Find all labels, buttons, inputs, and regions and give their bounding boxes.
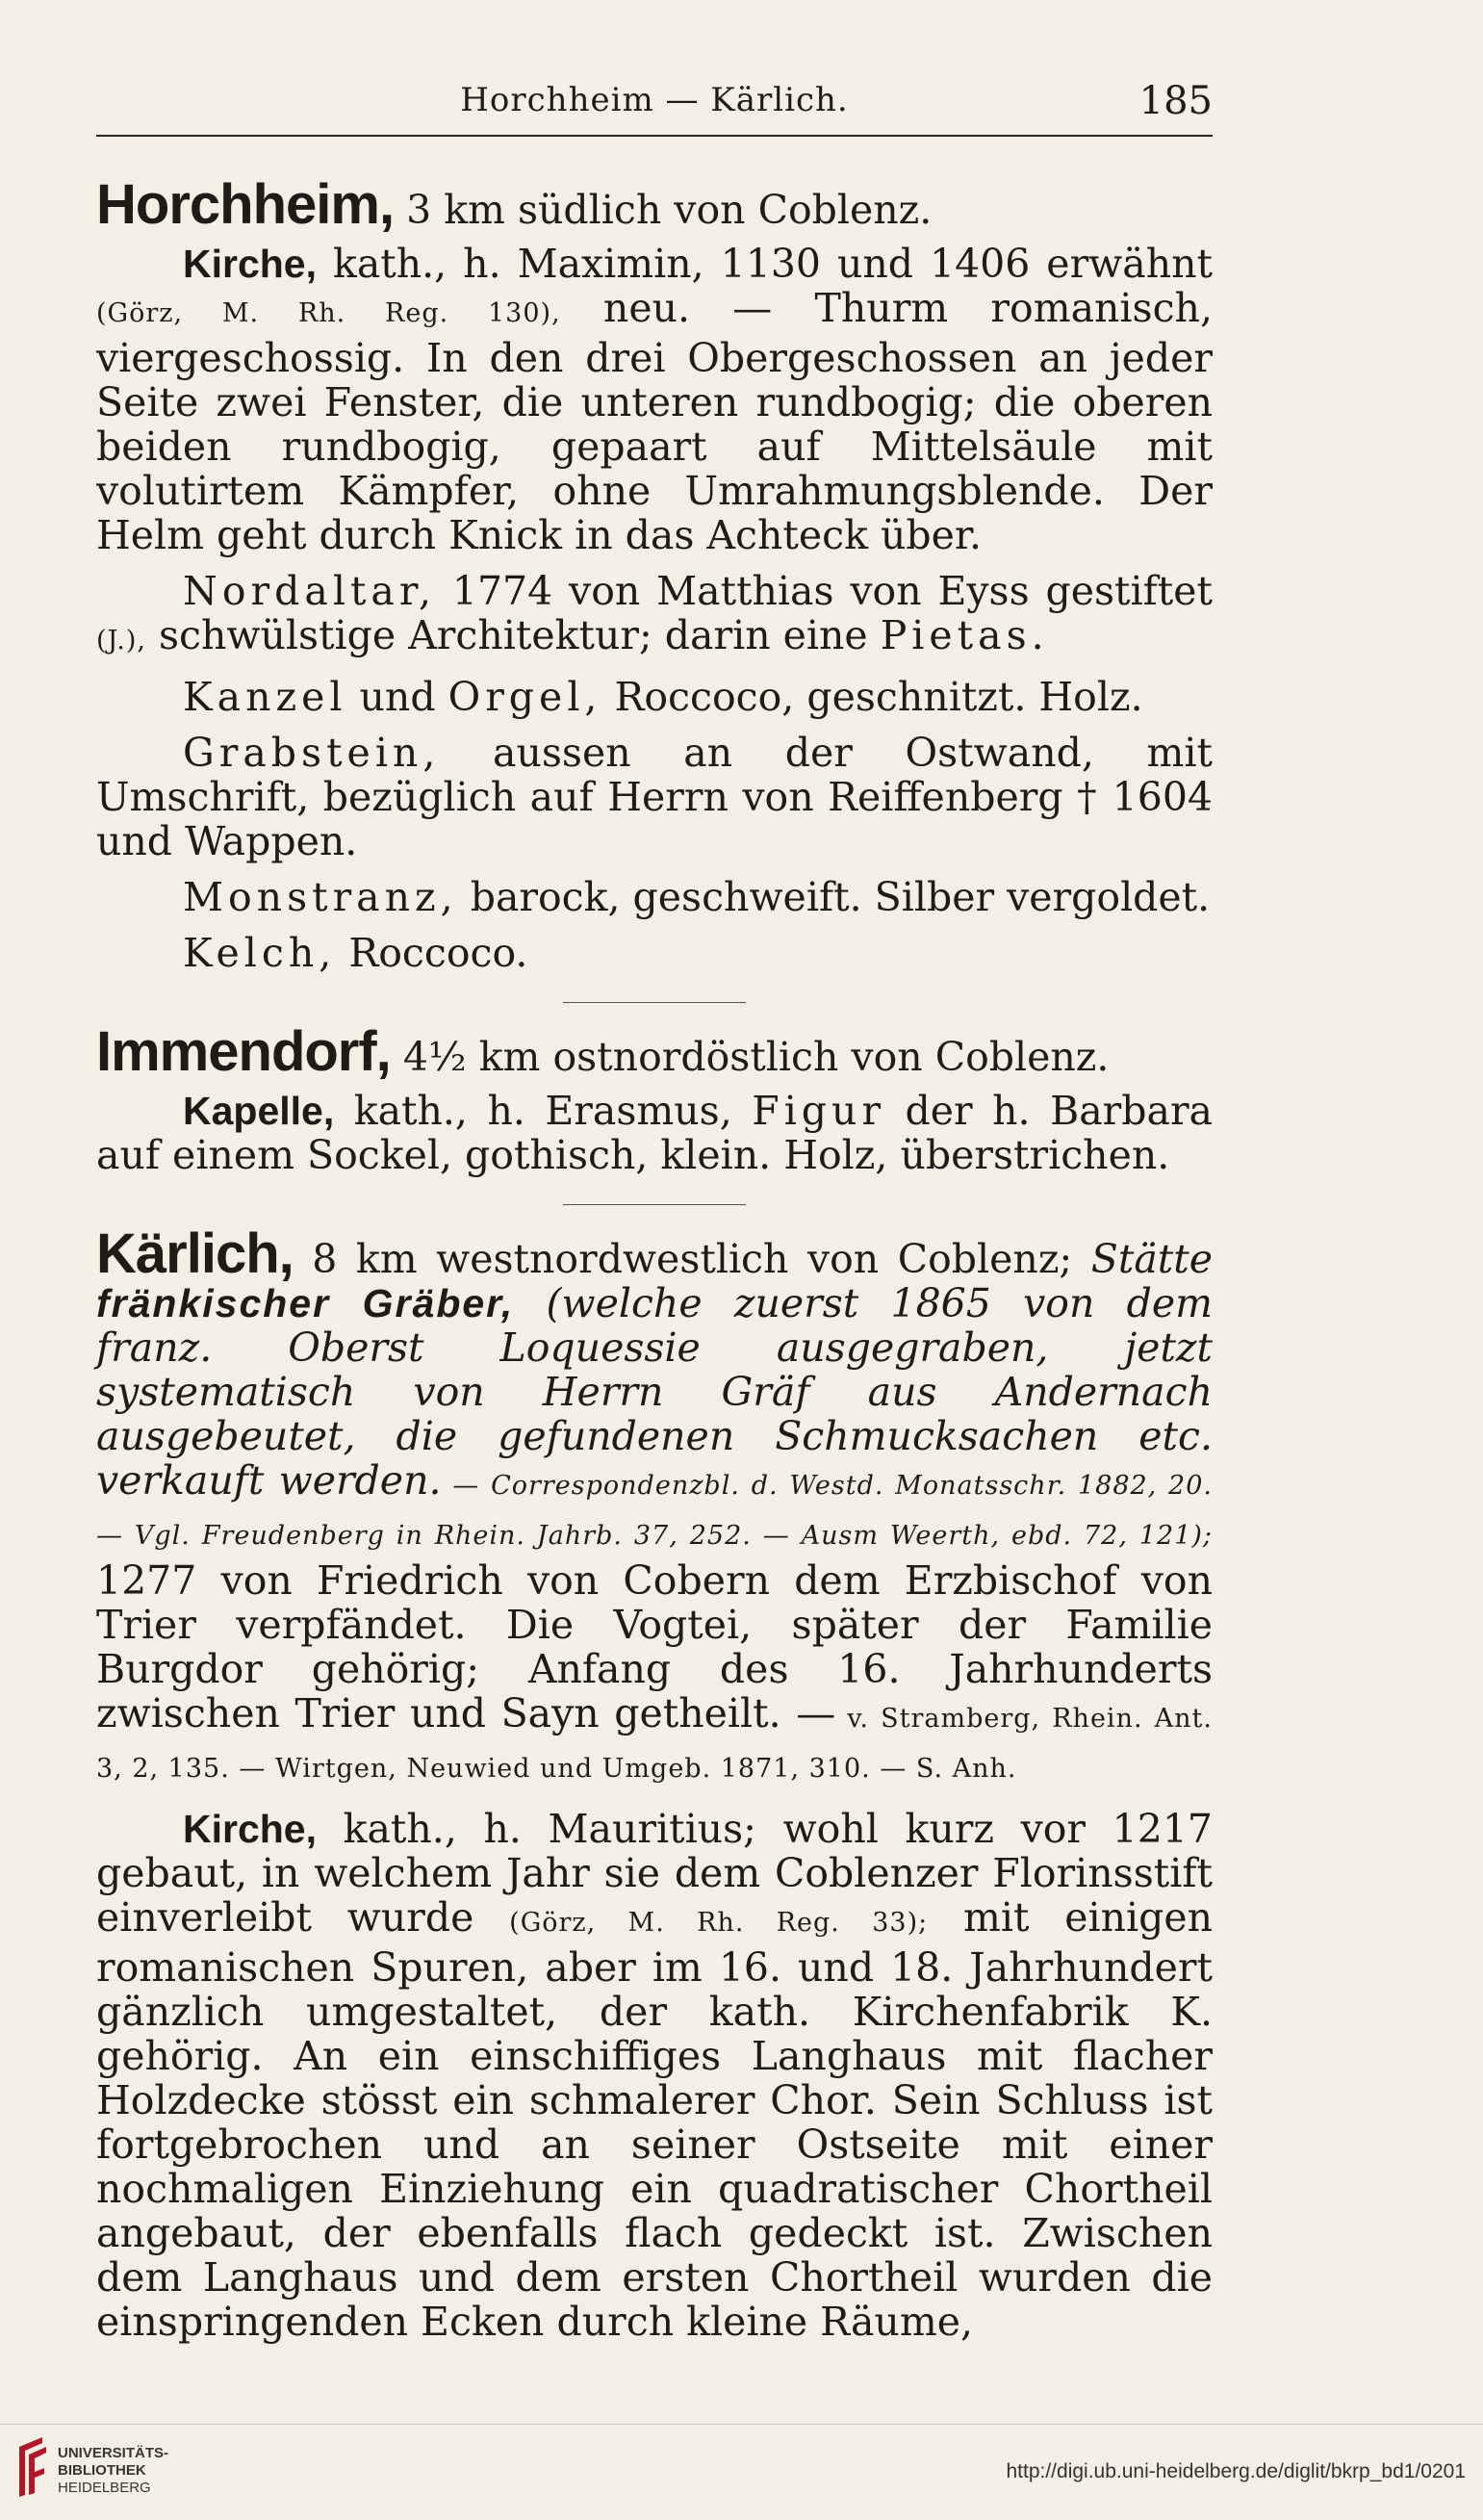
text-run: neu. — Thurm romanisch, viergeschossig. In den drei Obergeschossen an jeder Seite zwei Fenster, die unteren rundbogig; die oberen beiden rundbogig, gepaart auf Mittelsäule mit volutirtem Kämpfer, ohne Umrahmungsblende. Der Helm geht durch Knick in das Achteck über.: [96, 285, 1213, 558]
text-run: 1774 von Matthias von Eyss gestiftet: [436, 568, 1213, 614]
reference: (Görz, M. Rh. Reg. 130),: [96, 298, 561, 328]
entry-immendorf: [96, 1020, 1213, 1178]
source-url-link[interactable]: http://digi.ub.uni-heidelberg.de/diglit/bkrp_bd1/0201: [1006, 2460, 1466, 2482]
term-bold: Kapelle,: [183, 1089, 335, 1133]
text-italic: Stätte: [1090, 1236, 1213, 1282]
place-location: 4½ km ostnordöstlich von Coblenz.: [390, 1034, 1110, 1080]
term-bold: Kirche,: [183, 1807, 317, 1851]
entry-kaerlich: [96, 1222, 1214, 2345]
paragraph-kapelle: [96, 1089, 1213, 1177]
paragraph-kirche: [96, 242, 1213, 557]
text-run: kath., h. Erasmus,: [334, 1088, 753, 1134]
term-spaced: Monstranz,: [183, 874, 458, 920]
place-name: Horchheim,: [96, 173, 395, 236]
term-spaced: Grabstein,: [183, 730, 441, 776]
paragraph-monstranz: [96, 875, 1213, 919]
text-run: aussen an der Ostwand, mit Umschrift, bezüglich auf Herrn von Reiffenberg † 1604 und Wappen.: [96, 730, 1213, 864]
term-spaced: Figur: [752, 1088, 886, 1134]
term-bold: Kirche,: [183, 242, 317, 286]
text-run: schwülstige Architektur; darin eine: [145, 612, 881, 658]
entry-intro: [96, 1222, 1213, 1791]
library-name-line: BIBLIOTHEK: [58, 2462, 146, 2479]
library-name-line: HEIDELBERG: [58, 2480, 151, 2496]
place-location: 3 km südlich von Coblenz.: [394, 187, 933, 233]
text-run: Roccoco, geschnitzt. Holz.: [601, 674, 1143, 720]
reference: (Görz, M. Rh. Reg. 33);: [509, 1908, 929, 1938]
term-spaced: Pietas.: [880, 612, 1049, 658]
text-run: Roccoco.: [336, 930, 528, 976]
paragraph-kanzel: [96, 675, 1213, 719]
library-name-line: UNIVERSITÄTS-: [58, 2445, 169, 2461]
library-name: [58, 2445, 168, 2497]
reference: (J.),: [96, 626, 146, 656]
text-run: kath., h. Maximin, 1130 und 1406 erwähnt: [317, 241, 1213, 287]
footer-divider: [0, 2424, 1483, 2425]
place-name: Immendorf,: [96, 1020, 391, 1083]
section-divider: [563, 1002, 746, 1003]
body-text: [96, 173, 1214, 2345]
paragraph-kirche: [96, 1807, 1213, 2344]
running-title: Horchheim — Kärlich.: [460, 81, 849, 119]
paragraph-nordaltar: [96, 569, 1213, 663]
running-head: [96, 77, 1213, 137]
text-run: der h. Barbara auf einem Sockel, gothisch, klein. Holz, überstrichen.: [96, 1088, 1213, 1178]
reference: v. Stramberg, Rhein. Ant. 3, 2, 135. — Wirtgen, Neuwied und Umgeb. 1871, 310. — S. Anh.: [96, 1704, 1213, 1784]
page-number: 185: [1138, 79, 1213, 123]
term-spaced: Kanzel: [183, 674, 347, 720]
text-run: 1277 von Friedrich von Cobern dem Erzbischof von Trier verpfändet. Die Vogtei, später der Familie Burgdor gehörig; Anfang des 16. Jahrhunderts zwischen Trier und Sayn getheilt. —: [96, 1557, 1213, 1736]
entry-heading: [96, 1020, 1213, 1083]
term-spaced: Kelch,: [183, 930, 337, 976]
text-run: und: [346, 674, 448, 720]
library-logo-icon: [13, 2433, 52, 2503]
paragraph-kelch: [96, 931, 1213, 975]
place-location: 8 km westnordwestlich von Coblenz;: [293, 1236, 1091, 1282]
text-run: barock, geschweift. Silber vergoldet.: [457, 874, 1211, 920]
place-name: Kärlich,: [96, 1222, 294, 1285]
reference: — Correspondenzbl. d. Westd. Monatsschr. 1882, 20. — Vgl. Freudenberg in Rhein. Jahrb. 37, 252. — Ausm Weerth, ebd. 72, 121);: [96, 1471, 1213, 1551]
text-run: kath., h. Mauritius; wohl kurz vor 1217 gebaut, in welchem Jahr sie dem Coblenzer Florinsstift einverleibt wurde: [96, 1806, 1213, 1941]
term-spaced: Nordaltar,: [183, 568, 437, 614]
paragraph-grabstein: [96, 731, 1213, 863]
entry-heading: [96, 173, 1213, 236]
text-run: mit einigen romanischen Spuren, aber im 16. und 18. Jahrhundert gänzlich umgestaltet, der kath. Kirchenfabrik K. gehörig. An ein einschiffiges Langhaus mit flacher Holzdecke stösst ein schmalerer Chor. Sein Schluss ist fortgebrochen und an seiner Ostseite mit einer nochmaligen Einziehung ein quadratischer Chortheil angebaut, der ebenfalls flach gedeckt ist. Zwischen dem Langhaus und dem ersten Chortheil wurden die einspringenden Ecken durch kleine Räume,: [96, 1894, 1214, 2345]
section-divider: [563, 1204, 746, 1205]
term-bold-italic: fränkischer Gräber,: [96, 1281, 515, 1325]
term-spaced: Orgel,: [447, 674, 602, 720]
text-italic: (welche zuerst 1865 von dem franz. Oberst Loquessie ausgegraben, jetzt systematisch von Herrn Gräf aus Andernach ausgebeutet, die gefundenen Schmucksachen etc. verkauft werden.: [96, 1280, 1213, 1504]
entry-horchheim: [96, 173, 1213, 976]
